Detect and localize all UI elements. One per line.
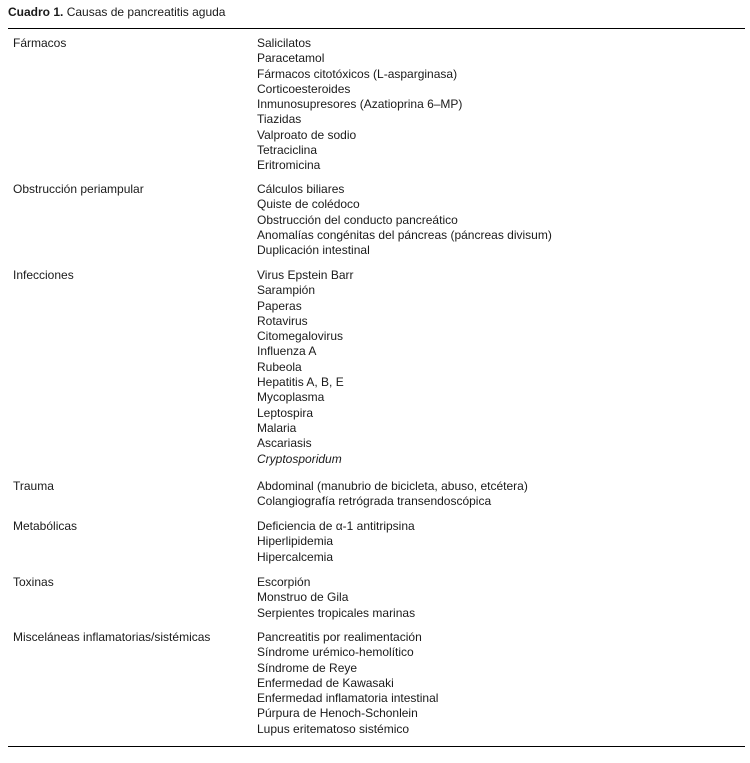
cause-item: Pancreatitis por realimentación (257, 630, 422, 644)
cause-item: Anomalías congénitas del páncreas (páncreas divisum) (257, 227, 552, 242)
cause-item: Hepatitis A, B, E (257, 375, 344, 390)
cause-item: Deficiencia de α-1 antitripsina (257, 519, 415, 533)
cause-item: Mycoplasma (257, 390, 325, 405)
cause-item: Escorpión (257, 575, 311, 589)
cause-item: Monstruo de Gila (257, 590, 349, 605)
cause-item: Paracetamol (257, 51, 325, 66)
cause-item: Serpientes tropicales marinas (257, 605, 416, 620)
cause-item: Abdominal (manubrio de bicicleta, abuso, etcétera) (257, 479, 528, 493)
cause-item: Salicilatos (257, 36, 312, 50)
cause-item: Enfermedad de Kawasaki (257, 675, 394, 690)
cause-item: Síndrome urémico-hemolítico (257, 645, 414, 660)
cause-item: Duplicación intestinal (257, 243, 370, 258)
cause-item: Quiste de colédoco (257, 197, 360, 212)
caption-label: Cuadro 1. (8, 5, 64, 19)
cause-item: Ascariasis (257, 436, 312, 451)
cause-item: Rotavirus (257, 313, 308, 328)
cause-item: Hipercalcemia (257, 549, 334, 564)
cause-item: Virus Epstein Barr (257, 268, 354, 282)
cause-item: Tetraciclina (257, 143, 318, 158)
category-label: Infecciones (13, 268, 74, 282)
bottom-rule (8, 746, 745, 747)
cause-item: Púrpura de Henoch-Schonlein (257, 706, 418, 721)
cause-list (257, 479, 528, 510)
cause-item: Enfermedad inflamatoria intestinal (257, 691, 439, 706)
cause-list (257, 630, 438, 737)
cause-item: Tiazidas (257, 112, 302, 127)
cause-item: Influenza A (257, 344, 317, 359)
cause-item: Leptospira (257, 405, 314, 420)
table-caption (8, 5, 225, 19)
category-label: Trauma (13, 479, 54, 493)
cause-list (257, 268, 354, 467)
cause-item: Obstrucción del conducto pancreático (257, 212, 458, 227)
cause-item: Lupus eritematoso sistémico (257, 721, 410, 736)
category-label: Toxinas (13, 575, 54, 589)
caption-title: Causas de pancreatitis aguda (66, 5, 226, 19)
cause-list (257, 182, 552, 258)
cause-item: Valproato de sodio (257, 127, 357, 142)
cause-list (257, 36, 462, 174)
cause-item: Sarampión (257, 283, 316, 298)
cause-item: Cryptosporidum (257, 451, 342, 466)
cause-item: Citomegalovirus (257, 329, 344, 344)
cause-list (257, 519, 415, 565)
cause-item: Inmunosupresores (Azatioprina 6–MP) (257, 97, 463, 112)
cause-list (257, 575, 415, 621)
cause-item: Síndrome de Reye (257, 660, 358, 675)
cause-item: Hiperlipidemia (257, 534, 334, 549)
cause-item: Eritromicina (257, 158, 321, 173)
category-label: Obstrucción periampular (13, 182, 144, 196)
top-rule (8, 28, 745, 29)
cause-item: Corticoesteroides (257, 81, 351, 96)
cause-item: Paperas (257, 298, 302, 313)
cause-item: Malaria (257, 420, 297, 435)
cause-item: Rubeola (257, 359, 302, 374)
cause-item: Cálculos biliares (257, 182, 345, 196)
cause-item: Fármacos citotóxicos (L-asparginasa) (257, 66, 458, 81)
category-label: Fármacos (13, 36, 67, 50)
category-label: Misceláneas inflamatorias/sistémicas (13, 630, 211, 644)
cause-item: Colangiografía retrógrada transendoscópica (257, 494, 492, 509)
category-label: Metabólicas (13, 519, 78, 533)
